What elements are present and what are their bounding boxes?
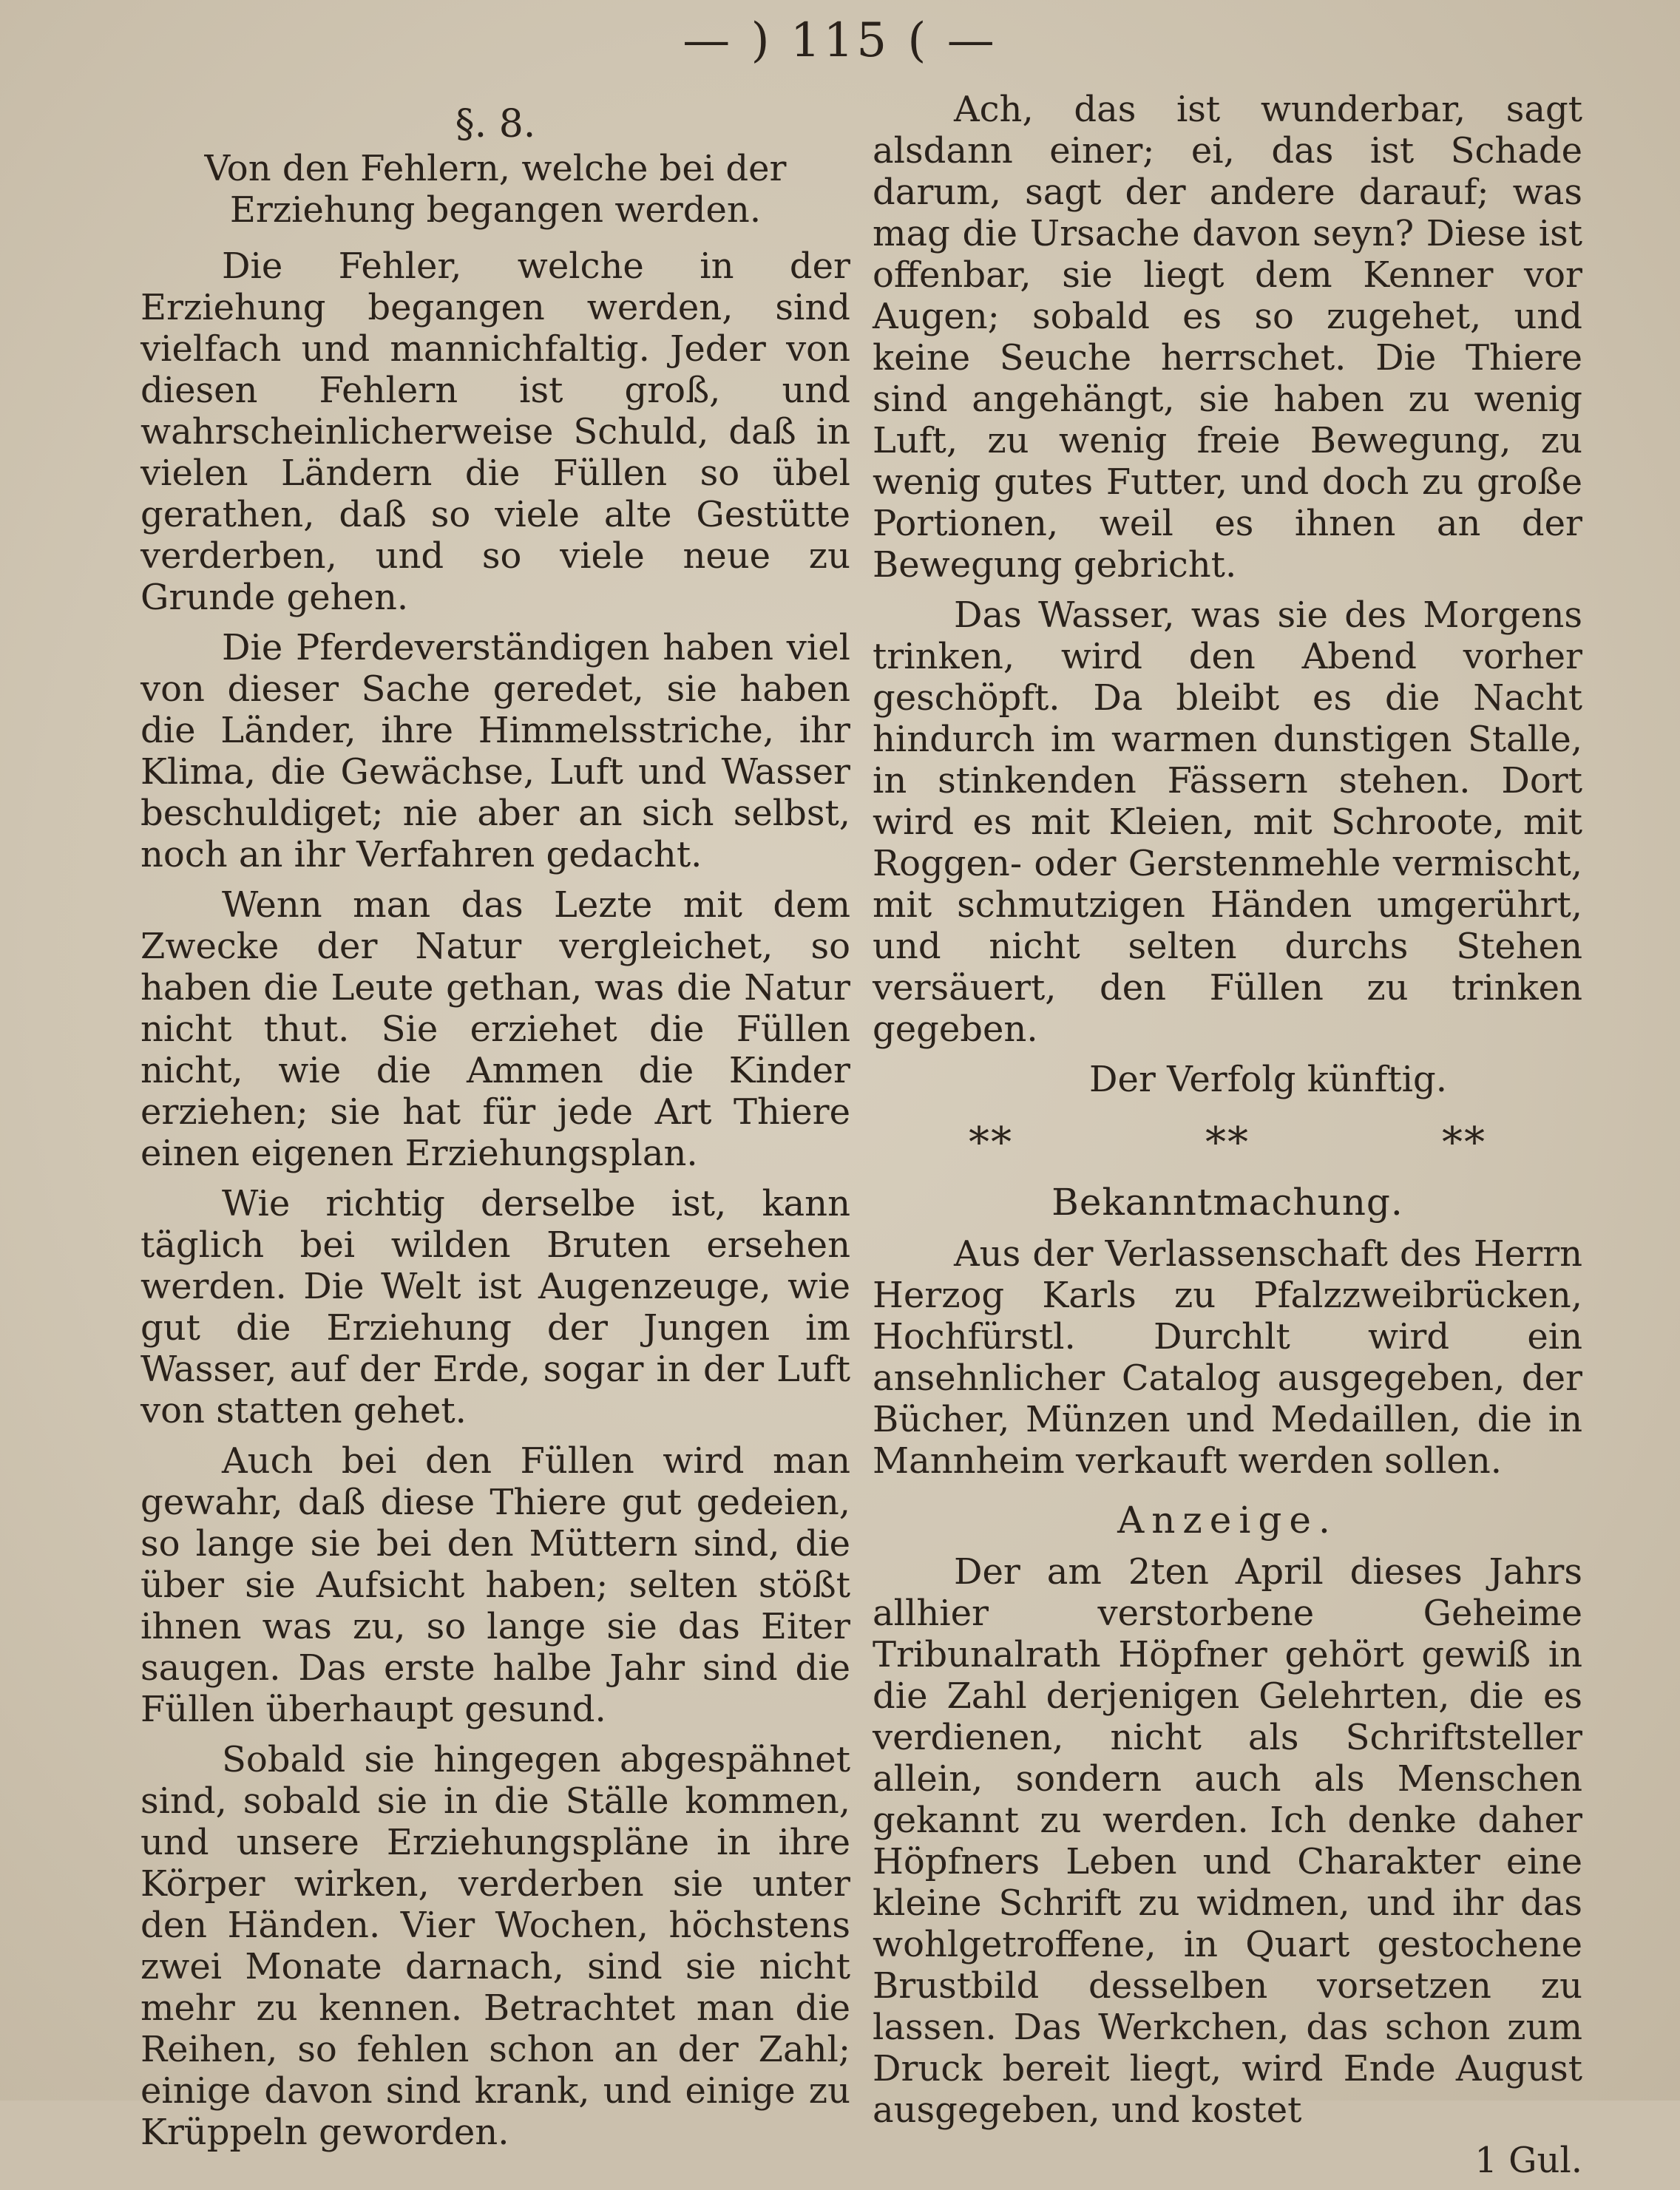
asterism: **: [1205, 1119, 1250, 1167]
notice-heading: Anzeige.: [1117, 1499, 1338, 1542]
paragraph: Wie richtig derselbe ist, kann täglich bei wilden Bruten ersehen werden. Die Welt ist Augenzeuge, wie gut die Erziehung der Jungen im Wasser, auf der Erde, sogar in der Luft von statten gehet.: [140, 1183, 850, 1431]
asterism-divider: [873, 1119, 1582, 1167]
notice-text: Der am 2ten April dieses Jahrs allhier verstorbene Geheime Tribunalrath Höpfner gehört gewiß in die Zahl derjenigen Gelehrten, die es verdienen, nicht als Schriftsteller allein, sondern auch als Menschen gekannt zu werden. Ich denke daher Höpfners Leben und Charakter eine kleine Schrift zu widmen, und ihr das wohlgetroffene, in Quart gestochene Brustbild desselben vorsetzen zu lassen. Das Werkchen, das schon zum Druck bereit liegt, wird Ende August ausgegeben, und kostet: [873, 1551, 1582, 2131]
paragraph: Wenn man das Lezte mit dem Zwecke der Natur vergleichet, so haben die Leute gethan, was die Natur nicht thut. Sie erziehet die Füllen nicht, wie die Ammen die Kinder erziehen; sie hat für jede Art Thiere einen eigenen Erziehungsplan.: [140, 884, 850, 1174]
asterism: **: [969, 1119, 1013, 1167]
section-mark: §. 8.: [455, 102, 536, 146]
paragraph: Die Pferdeverständigen haben viel von dieser Sache geredet, sie haben die Länder, ihre Himmelsstriche, ihr Klima, die Gewächse, Luft und Wasser beschuldiget; nie aber an sich selbst, noch an ihr Verfahren gedacht.: [140, 627, 850, 875]
asterism: **: [1442, 1119, 1486, 1167]
page-number: — ) 115 ( —: [682, 13, 998, 68]
paragraph: Auch bei den Füllen wird man gewahr, daß diese Thiere gut gedeien, so lange sie bei den Müttern sind, die über sie Aufsicht haben; selten stößt ihnen was zu, so lange sie das Eiter saugen. Das erste halbe Jahr sind die Füllen überhaupt gesund.: [140, 1440, 850, 1730]
paragraph: Ach, das ist wunderbar, sagt alsdann einer; ei, das ist Schade darum, sagt der andere darauf; was mag die Ursache davon seyn? Diese ist offenbar, sie liegt dem Kenner vor Augen; sobald es so zugehet, und keine Seuche herrschet. Die Thiere sind angehängt, sie haben zu wenig Luft, zu wenig freie Bewegung, zu wenig gutes Futter, und doch zu große Portionen, weil es ihnen an der Bewegung gebricht.: [873, 89, 1582, 586]
paragraph: Die Fehler, welche in der Erziehung begangen werden, sind vielfach und mannichfaltig. Jeder von diesen Fehlern ist groß, und wahrscheinlicherweise Schuld, daß in vielen Ländern die Füllen so übel gerathen, daß so viele alte Gestütte verderben, und so viele neue zu Grunde gehen.: [140, 245, 850, 618]
announcement-text: Aus der Verlassenschaft des Herrn Herzog Karls zu Pfalzzweibrücken, Hochfürstl. Durchlt wird ein ansehnlicher Catalog ausgegeben, der Bücher, Münzen und Medaillen, die in Mannheim verkauft werden sollen.: [873, 1233, 1582, 1482]
announcement-heading: Bekanntmachung.: [1051, 1181, 1403, 1224]
left-column: [140, 104, 850, 2162]
right-column: [873, 89, 1582, 2190]
paragraph: Das Wasser, was sie des Morgens trinken, wird den Abend vorher geschöpft. Da bleibt es die Nacht hindurch im warmen dunstigen Stalle, in stinkenden Fässern stehen. Dort wird es mit Kleien, mit Schroote, mit Roggen- oder Gerstenmehle vermischt, mit schmutzigen Händen umgerührt, und nicht selten durchs Stehen versäuert, den Füllen zu trinken gegeben.: [873, 594, 1582, 1050]
paragraph: Sobald sie hingegen abgespähnet sind, sobald sie in die Ställe kommen, und unsere Erziehungspläne in ihre Körper wirken, verderben sie unter den Händen. Vier Wochen, höchstens zwei Monate darnach, sind sie nicht mehr zu kennen. Betrachtet man die Reihen, so fehlen schon an der Zahl; einige davon sind krank, und einige zu Krüppeln geworden.: [140, 1739, 850, 2153]
price-catchword: 1 Gul.: [1474, 2140, 1582, 2181]
section-title: Von den Fehlern, welche bei der Erziehung begangen werden.: [204, 148, 787, 231]
continuation-note: Der Verfolg künftig.: [1088, 1059, 1447, 1100]
